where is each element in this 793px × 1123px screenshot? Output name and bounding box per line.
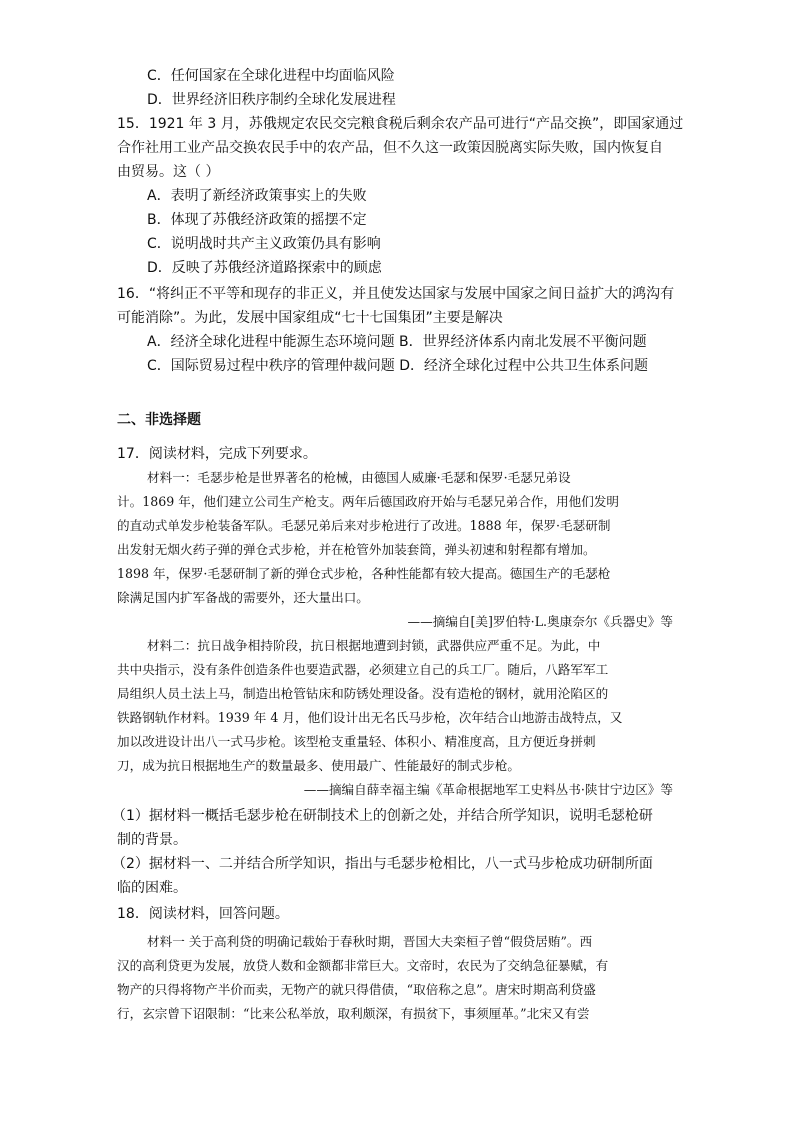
q17-stem: 17．阅读材料，完成下列要求。 xyxy=(117,446,317,462)
q16-stem-line2: 可能消除”。为此，发展中国家组成“七十七国集团”主要是解决 xyxy=(117,310,503,326)
q15-option-c[interactable]: C．说明战时共产主义政策仍具有影响 xyxy=(147,236,381,252)
section-heading: 二、非选择题 xyxy=(117,412,201,428)
q17-sub2-line2: 临的困难。 xyxy=(117,880,187,896)
q17-material2-line: 加以改进设计出八一式马步枪。该型枪支重量轻、体积小、精准度高，且方便近身拼刺 xyxy=(117,734,596,749)
q17-material1-line: 的直动式单发步枪装备军队。毛瑟兄弟后来对步枪进行了改进。1888 年，保罗·毛瑟研制 xyxy=(117,518,611,533)
q14-option-c[interactable]: C．任何国家在全球化进程中均面临风险 xyxy=(147,68,395,84)
q18-material1-line: 材料一 关于高利贷的明确记载始于春秋时期，晋国大夫栾桓子曾“假贷居贿”。西 xyxy=(147,934,593,949)
q17-material1-line: 1898 年，保罗·毛瑟研制了新的弹仓式步枪，各种性能都有较大提高。德国生产的毛瑟枪 xyxy=(117,566,611,581)
q17-material1-line: 出发射无烟火药子弹的弹仓式步枪，并在枪管外加装套筒，弹头初速和射程都有增加。 xyxy=(117,542,596,557)
q17-sub1-line1: （1）据材料一概括毛瑟步枪在研制技术上的创新之处，并结合所学知识，说明毛瑟枪研 xyxy=(112,808,653,824)
q15-stem-line1: 15．1921 年 3 月，苏俄规定农民交完粮食税后剩余农产品可进行“产品交换”，即国家通过 xyxy=(117,116,684,132)
q17-source2: ——摘编自薛幸福主编《革命根据地军工史料丛书·陕甘宁边区》等 xyxy=(303,782,673,797)
q18-stem: 18．阅读材料，回答问题。 xyxy=(117,906,289,922)
q18-material1-line: 汉的高利贷更为发展，放贷人数和金额都非常巨大。文帝时，农民为了交纳急征暴赋，有 xyxy=(117,958,609,973)
q14-option-d[interactable]: D．世界经济旧秩序制约全球化发展进程 xyxy=(147,92,396,108)
q17-material2-line: 铁路钢轨作材料。1939 年 4 月，他们设计出无名氏马步枪，次年结合山地游击战特点，又 xyxy=(117,710,623,725)
q17-source1: ——摘编自[美]罗伯特·L.奥康奈尔《兵器史》等 xyxy=(407,614,673,629)
q15-stem-line2: 合作社用工业产品交换农民手中的农产品，但不久这一政策因脱离实际失败，国内恢复自 xyxy=(117,140,663,156)
q17-material1-line: 材料一：毛瑟步枪是世界著名的枪械，由德国人威廉·毛瑟和保罗·毛瑟兄弟设 xyxy=(147,470,571,485)
q17-material1-line: 计。1869 年，他们建立公司生产枪支。两年后德国政府开始与毛瑟兄弟合作，用他们发明 xyxy=(117,494,620,509)
q16-options-cd[interactable]: C．国际贸易过程中秩序的管理仲裁问题 D．经济全球化过程中公共卫生体系问题 xyxy=(147,358,649,374)
q16-stem-line1: 16．“将纠正不平等和现存的非正义，并且使发达国家与发展中国家之间日益扩大的鸿沟有 xyxy=(117,286,675,302)
q17-material2-line: 材料二：抗日战争相持阶段，抗日根据地遭到封锁，武器供应严重不足。为此，中 xyxy=(147,638,601,653)
q17-sub2-line1: （2）据材料一、二并结合所学知识，指出与毛瑟步枪相比，八一式马步枪成功研制所面 xyxy=(112,856,653,872)
q17-material1-line: 除满足国内扩军备战的需要外，还大量出口。 xyxy=(117,590,369,605)
q17-material2-line: 刀，成为抗日根据地生产的数量最多、使用最广、性能最好的制式步枪。 xyxy=(117,758,520,773)
q15-option-a[interactable]: A．表明了新经济政策事实上的失败 xyxy=(147,188,367,204)
q15-option-d[interactable]: D．反映了苏俄经济道路探索中的顾虑 xyxy=(147,260,382,276)
q17-material2-line: 局组织人员土法上马，制造出枪管钻床和防锈处理设备。没有造枪的钢材，就用沦陷区的 xyxy=(117,686,609,701)
q16-options-ab[interactable]: A．经济全球化进程中能源生态环境问题 B．世界经济体系内南北发展不平衡问题 xyxy=(147,334,647,350)
q17-sub1-line2: 制的背景。 xyxy=(117,832,187,848)
q15-stem-line3: 由贸易。这（ ） xyxy=(117,164,220,180)
q18-material1-line: 物产的只得将物产半价而卖，无物产的就只得借债，“取倍称之息”。唐宋时期高利贷盛 xyxy=(117,982,596,997)
q18-material1-line: 行，玄宗曾下诏限制：“比来公私举放，取利颇深，有损贫下，事须厘革。”北宋又有尝 xyxy=(117,1006,590,1021)
q15-option-b[interactable]: B．体现了苏俄经济政策的摇摆不定 xyxy=(147,212,367,228)
q17-material2-line: 共中央指示，没有条件创造条件也要造武器，必须建立自己的兵工厂。随后，八路军军工 xyxy=(117,662,609,677)
